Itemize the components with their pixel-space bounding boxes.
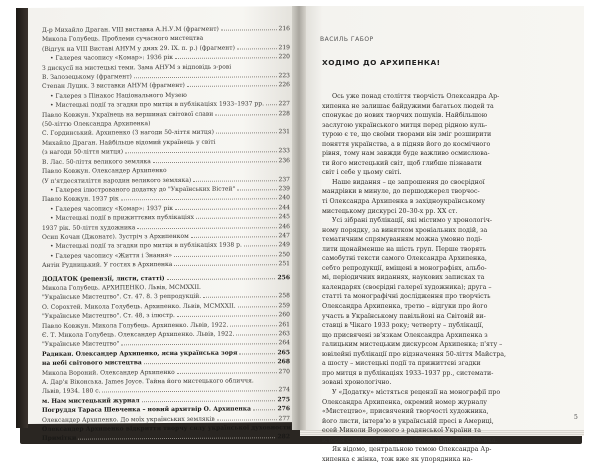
toc-leader-dots — [121, 199, 277, 201]
toc-leader-dots — [174, 255, 276, 257]
book-gutter — [292, 6, 306, 430]
toc-entry-page: 223 — [278, 72, 290, 80]
toc-entry-title: • Мистецькі події та згадки про митця в публікаціях 1933–1937 рр. — [50, 100, 264, 110]
toc-entry-title: С. Гординський. Архипенко (З нагоди 50-ліття митця) — [42, 129, 214, 138]
body-line: світ і себе у цьому світі. — [322, 169, 402, 177]
toc-leader-dots — [238, 306, 277, 307]
body-line: участь в Українському павільйоні на Світовій ви- — [322, 312, 486, 320]
body-line: рівня, тому нам завжди буде важливо осмислюва- — [322, 150, 490, 158]
body-line: що присвячені зв'язкам Олександра Архипенка з — [322, 331, 488, 339]
toc-entry-title: Примітки — [42, 435, 77, 443]
toc-entry-page: 260 — [278, 311, 290, 319]
toc-entry-page: 246 — [278, 222, 290, 230]
toc-leader-dots — [177, 372, 277, 374]
toc-entry-title: "Українське Мистецтво" — [42, 340, 120, 349]
toc-entry-title: 1937 рік. 50-ліття художника — [42, 223, 136, 232]
toc-leader-dots — [177, 315, 277, 317]
toc-entry-title: Радикан. Олександер Архипенко, ясна українська зоря — [42, 349, 238, 358]
body-line: хипенка не залишає байдужими багатьох людей та — [322, 102, 494, 110]
toc-entry-title: Погруддя Тараса Шевченка – новий архитвір О. Архипенка — [42, 405, 252, 415]
toc-leader-dots — [167, 278, 276, 280]
body-line: ному порядку, за винятком хроніальних подій, за — [322, 226, 488, 234]
toc-entry-title: • Мистецькі події та згадки про митця в публікаціях 1938 р. — [50, 241, 242, 251]
toc-entry-page: 261 — [278, 320, 290, 328]
toc-entry-page: 282 — [277, 433, 290, 441]
body-line: спонукає до нових творчих пошуків. Найбільшою — [322, 112, 488, 120]
toc-leader-dots — [216, 133, 277, 134]
body-line: Ось уже понад століття творчість Олександра Ар- — [332, 93, 500, 100]
body-line: галицьким мистецьким дискурсом Архипенка; п'яту – — [322, 341, 503, 349]
toc-leader-dots — [236, 334, 276, 335]
body-line: про митця в публікаціях 1933–1937 рр., системати- — [322, 369, 494, 377]
toc-entry — [42, 376, 290, 387]
toc-entry-page: 228 — [278, 109, 290, 117]
toc-leader-dots — [221, 29, 277, 30]
body-line: ставці в Чікаго 1933 року; четверту – публікації, — [322, 322, 484, 330]
toc-entry-title: Олександер Архипенко. До моїх українських земляків — [42, 415, 215, 424]
toc-entry-title: м. Нам мистецький журнал — [42, 397, 140, 405]
toc-entry-page: 274 — [278, 386, 290, 394]
toc-entry-title: Микола Вороний. Олександер Архипенко — [42, 368, 175, 377]
body-line: лити щонайменше на шість груп. Перше творять — [322, 245, 487, 253]
toc-entry-page: 275 — [277, 396, 290, 404]
toc-leader-dots — [175, 57, 276, 59]
toc-entry-title: В. Лас. 50-ліття великого земляка — [42, 157, 151, 166]
toc-entry-title: В. Залозецькому (фрагмент) — [42, 73, 132, 81]
toc-leader-dots — [196, 217, 277, 219]
body-line: поняття українства, а в підняв його до космічного — [322, 140, 491, 148]
toc-entry-title: Львів, 1934. 180 с. — [42, 387, 101, 396]
toc-leader-dots — [125, 152, 276, 154]
toc-entry-page: 240 — [278, 194, 290, 202]
toc-entry-page: 216 — [278, 25, 290, 33]
body-line: мі, періодичних виданнях, наукових записках та — [322, 274, 485, 282]
toc-entry-title: Микола Голубець. АРХИПЕНКО. Львів, MCMXXII. — [42, 283, 201, 292]
body-line: тематичним спрямуванням можна умовно поді- — [322, 236, 483, 244]
body-line: турою є те, що своїми творами він зміг розширити — [322, 131, 492, 139]
body-line: хипенка є жінка, тож вже як упорядника на- — [322, 455, 473, 463]
body-line: статті та монографічні дослідження про творчість — [322, 293, 491, 301]
toc-entry-page: 231 — [278, 128, 290, 136]
running-head-author: ВАСИЛЬ ГАБОР — [320, 36, 374, 43]
toc-entry-page: 245 — [278, 213, 290, 221]
toc-entry — [42, 433, 290, 444]
toc-leader-dots — [137, 227, 276, 229]
body-line: його листи, інтерв'ю в українській пресі в Америці, — [322, 417, 494, 425]
toc-entry-title: О. Сорохтей. Микола Голубець. Архипенко. Львів, MCMXXII. — [42, 302, 236, 311]
body-line: «Мистецтво», присвячений творчості художника, — [322, 408, 489, 416]
body-line: ті Олександра Архипенка в західноукраїнському — [322, 198, 485, 206]
toc-entry-page: 237 — [278, 175, 290, 183]
toc-entry-page: 236 — [278, 156, 290, 164]
toc-leader-dots — [175, 208, 276, 210]
toc-entry-title: Осип Кочан (Джонатє). Зустріч з Архипенком — [42, 232, 189, 241]
toc-entry-title: Михайло Драган. Найбільше відомий українець у світі — [42, 138, 216, 147]
toc-entry-title: Павло Ковжун. Українець на вершинах світової слави — [42, 110, 214, 119]
body-line: історія створення третього бюсту Тараса Шевченка. — [322, 436, 498, 444]
body-line: У «Додатку» містяться рецензії на монографії про — [332, 388, 501, 396]
toc-leader-dots — [187, 86, 277, 88]
body-line: ювілейні публікації про відзначення 50-ліття Майстра, — [322, 350, 507, 358]
toc-leader-dots — [215, 114, 276, 115]
toc-leader-dots — [217, 419, 277, 420]
body-line: календарях (своєрідні галереї художника); друга – — [322, 283, 492, 291]
body-line: самобутні тексти самого Олександра Архипенка, — [322, 255, 487, 263]
toc-leader-dots — [230, 325, 276, 326]
toc-leader-dots — [193, 180, 276, 182]
page-number: 5 — [574, 414, 578, 421]
toc-entry-title: • Галерея часопису «Життя і Знання» — [50, 251, 173, 260]
toc-leader-dots — [244, 246, 277, 247]
toc-entry-title: • Галерея з Пінакос Національного Музею — [50, 91, 187, 100]
toc-entry-title: З дискусії на мистецькі теми. Зама АНУМ з відповідь з-рові — [42, 63, 232, 72]
body-line: Наше видання – це запрошення до своєрідної — [332, 178, 485, 186]
toc-leader-dots — [203, 297, 276, 299]
toc-entry-title: • Галерея ілюстрованого додатку до "Українських Вістей" — [50, 185, 236, 194]
toc-entry — [42, 423, 290, 434]
toc-entry-page: 259 — [278, 301, 290, 310]
chapter-title: ХОДІМО ДО АРХИПЕНКА! — [322, 58, 441, 67]
toc-entry-title: ДОДАТОК (рецензії, листи, статті) — [42, 274, 165, 283]
toc-entry-page: 263 — [278, 330, 290, 338]
toc-leader-dots — [237, 189, 276, 190]
toc-entry-page: 220 — [278, 53, 290, 61]
toc-entry-title: Олександер Архипенко відкриття творчу силу української духовности — [42, 424, 291, 433]
toc-entry-title: (50-літтю Олександра Архипенка) — [42, 120, 151, 128]
toc-entry-page: 226 — [278, 81, 290, 89]
toc-leader-dots — [191, 236, 277, 238]
toc-entry-page: 239 — [278, 185, 290, 193]
toc-entry-title: Павло Ковжун. Олександер Архипенко — [42, 167, 167, 175]
toc-leader-dots — [237, 48, 277, 49]
body-line: Усі зібрані публікації, які містимо у хронологіч- — [332, 217, 493, 225]
toc-entry-page: 251 — [278, 260, 290, 268]
toc-entry-page: 264 — [278, 339, 290, 347]
toc-entry-title: "Українське Мистецтво". Ст. 48, з ілюстр. — [42, 312, 175, 321]
toc-entry-title: Павло Ковжун. Микола Голубець. Архипенко. Львів, 1922. — [42, 321, 229, 330]
toc-entry-title: (У п'ятдесятиліття народин великого земляка) — [42, 176, 192, 185]
toc-entry-title: Є. Т. Микола Голубець. Олександер Архипенко. Львів, 1922. — [42, 330, 235, 339]
toc-leader-dots — [142, 400, 276, 402]
toc-entry-page: 233 — [278, 147, 290, 155]
toc-leader-dots — [174, 264, 276, 266]
toc-leader-dots — [153, 161, 277, 163]
table-of-contents — [42, 24, 290, 444]
body-line: Олександра Архипенка, третю – відгуки про його — [322, 303, 488, 311]
toc-entry-page: 270 — [278, 367, 290, 375]
toc-entry-page: 249 — [278, 241, 290, 249]
toc-entry-title: • Мистецькі події в прижиттєвих публікаціях — [50, 213, 195, 222]
toc-entry-page: 265 — [277, 348, 290, 357]
toc-entry-page: 276 — [277, 405, 290, 413]
body-line: мистецькому дискурсі 20–30-х рр. ХХ ст. — [322, 207, 458, 215]
toc-leader-dots — [144, 362, 276, 364]
toc-leader-dots — [239, 353, 275, 354]
toc-entry-page: 250 — [278, 250, 290, 259]
toc-entry-title: (з нагоди 50-ліття митця) — [42, 148, 124, 157]
toc-entry-title: Павло Ковжун. 1937 рік — [42, 195, 119, 204]
toc-leader-dots — [121, 344, 276, 346]
toc-entry-page: 268 — [277, 358, 290, 366]
toc-entry-page: 219 — [278, 43, 290, 52]
body-line: Олександра Архипенка, окремий номер журналу — [322, 398, 487, 406]
body-line: есей Миколи Вороного з радянської України та — [322, 427, 481, 435]
toc-leader-dots — [266, 105, 277, 106]
toc-entry-page: 256 — [277, 273, 290, 281]
body-line: а шосту – мистецькі події та прижиттєві згадки — [322, 360, 481, 368]
toc-entry-title: А. Дар'я Віконська. James Joyce. Тайна його мистецького обличчя. — [42, 377, 254, 386]
toc-entry-page: 247 — [278, 232, 290, 240]
body-line: ти його мистецький світ, щоб глибше пізнавати — [322, 159, 482, 167]
toc-leader-dots — [102, 391, 276, 393]
toc-entry-title: "Українське Мистецтво". Ст. 47. 8. 3 репродукцій. — [42, 293, 202, 302]
toc-entry-page: 227 — [278, 100, 290, 108]
body-line: зовані хронологічно. — [322, 379, 392, 387]
toc-entry-page: 258 — [278, 292, 290, 300]
body-line: Як відомо, центральною темою Олександра Ар- — [332, 446, 492, 454]
toc-leader-dots — [78, 438, 275, 440]
toc-entry-title: Степан Луцик. З виставки АНУМ (фрагмент) — [42, 82, 185, 91]
toc-entry-title: (Відгук на VIII Виставі АНУМ у днях 29. IX. п. р.) (фрагмент) — [42, 44, 235, 53]
toc-entry-title: • Галерея часопису «Комар»: 1936 рік — [50, 54, 174, 63]
body-line: заслугою українського митця перед рідною куль- — [322, 121, 488, 129]
toc-entry-title: • Галерея часопису «Комар»: 1937 рік — [50, 204, 174, 213]
body-line: себто репродукції, вміщені в монографіях, альбо- — [322, 264, 487, 272]
toc-entry-title: на небі світового мистецтва — [42, 359, 142, 368]
book-cover-edge — [16, 8, 28, 428]
toc-entry-page: 277 — [278, 414, 290, 422]
body-line: мандрівки в минуле, до першоджерел творчос- — [322, 188, 480, 196]
toc-leader-dots — [134, 76, 277, 78]
toc-entry-title: Антін Рудницький. У гостях в Архипенка — [42, 261, 173, 270]
toc-entry-title: Д-р Михайло Драган. VIII виставка А.Н.У.М (фрагмент) — [42, 25, 219, 34]
left-page — [28, 6, 296, 443]
toc-entry-page: 244 — [278, 203, 290, 211]
body-text — [322, 92, 560, 464]
right-page — [300, 6, 584, 463]
toc-entry-title: Микола Голубець. Проблеми сучасного мистецтва — [42, 35, 204, 44]
toc-leader-dots — [253, 410, 275, 411]
